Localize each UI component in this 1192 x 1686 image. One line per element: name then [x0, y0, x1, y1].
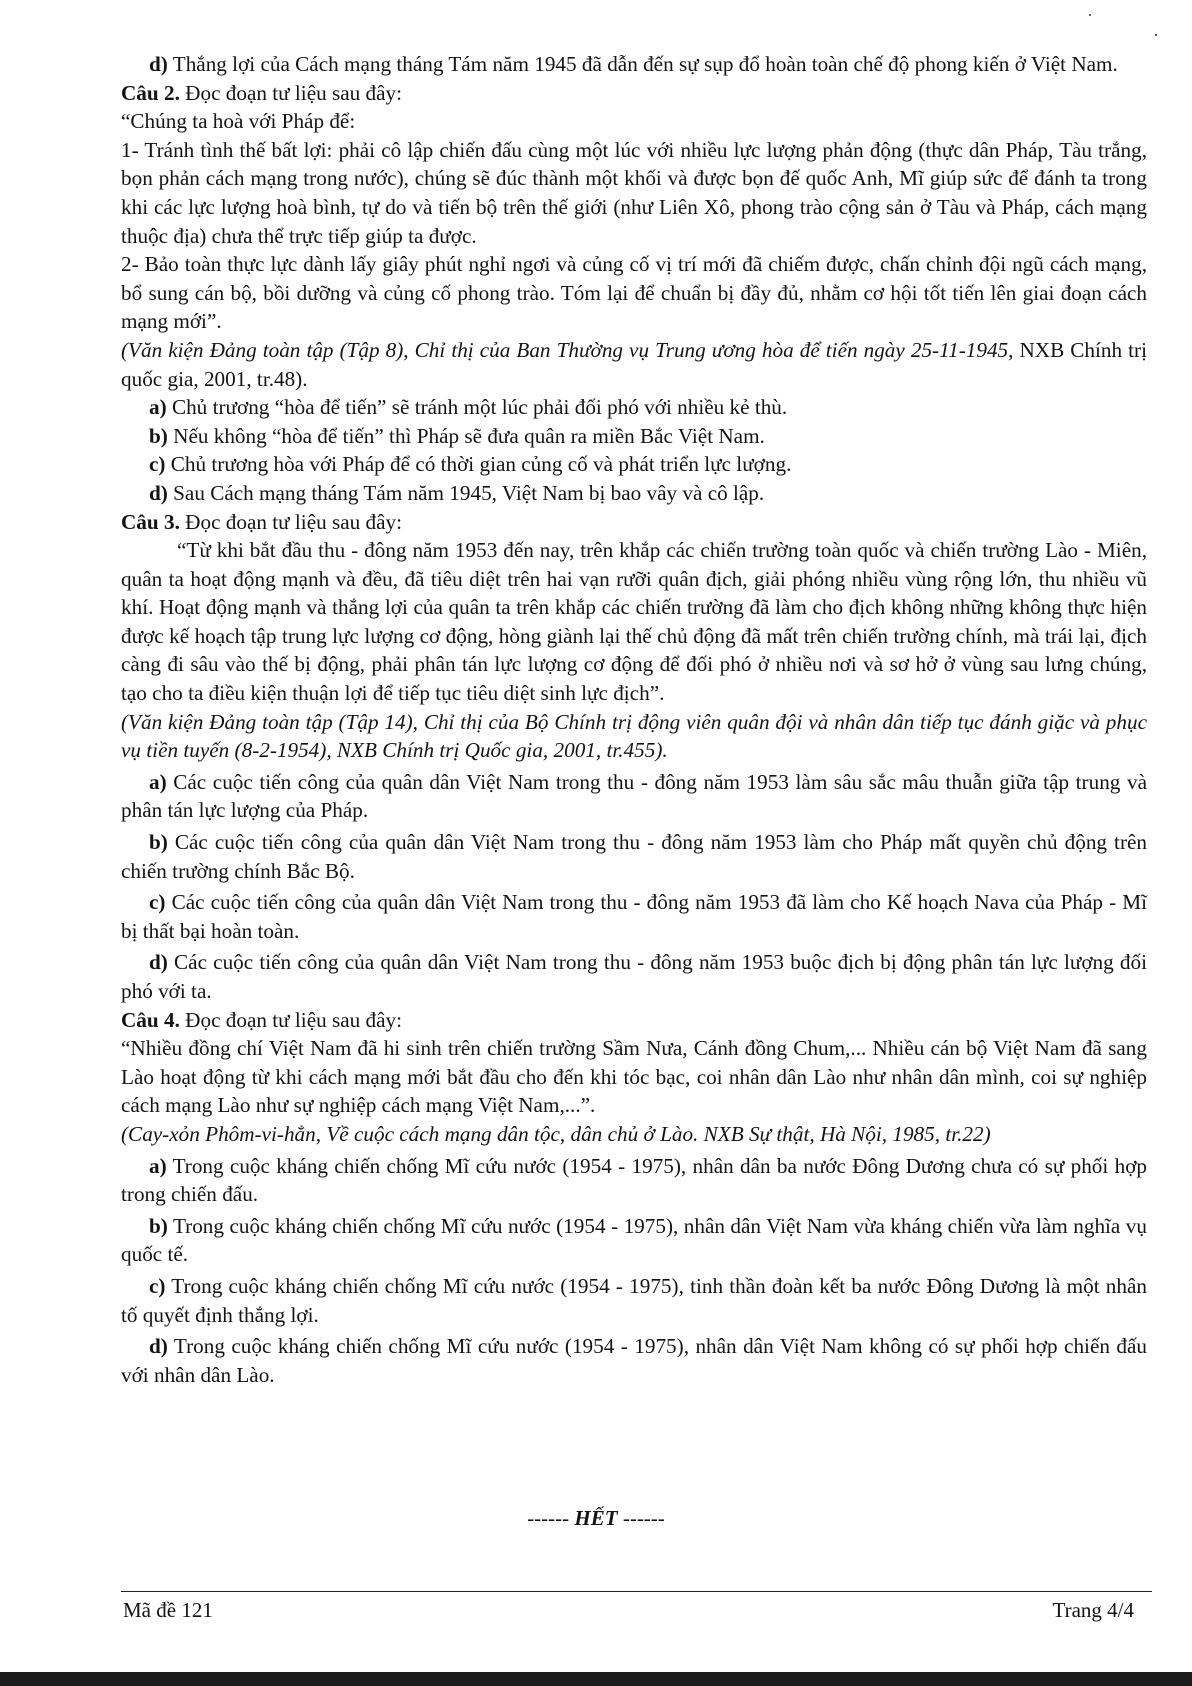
citation-italic: (Văn kiện Đảng toàn tập (Tập 8), Chỉ thị của Ban Thường vụ Trung ương hòa để tiến ngày 25-11-1945	[121, 337, 1009, 362]
option-text: Chủ trương hòa với Pháp để có thời gian củng cố và phát triển lực lượng.	[165, 452, 792, 477]
option-text: Trong cuộc kháng chiến chống Mĩ cứu nước (1954 - 1975), nhân dân Việt Nam vừa kháng chiến vừa làm nghĩa vụ quốc tế.	[121, 1213, 1147, 1267]
q3-option-c	[121, 888, 1147, 945]
q4-option-a	[121, 1152, 1147, 1209]
option-text: Các cuộc tiến công của quân dân Việt Nam trong thu - đông năm 1953 buộc địch bị động phân tán lực lượng đối phó với ta.	[121, 950, 1147, 1003]
q1-option-d	[121, 50, 1147, 79]
question-number: Câu 3.	[121, 509, 180, 534]
end-marker	[0, 1506, 1192, 1531]
option-text: Chủ trương “hòa để tiến” sẽ tránh một lúc phải đối phó với nhiều kẻ thù.	[166, 395, 788, 420]
option-text: Trong cuộc kháng chiến chống Mĩ cứu nước (1954 - 1975), tinh thần đoàn kết ba nước Đông Dương là một nhân tố quyết định thắng lợi.	[121, 1273, 1147, 1327]
end-dashes-left: ------	[527, 1506, 575, 1530]
question-intro: Đọc đoạn tư liệu sau đây:	[179, 509, 403, 534]
option-label: b)	[149, 1213, 168, 1238]
footer-divider	[121, 1591, 1152, 1592]
page-number: Trang 4/4	[1052, 1598, 1134, 1622]
option-label: c)	[149, 1273, 166, 1298]
scan-speck	[1155, 34, 1157, 36]
q2-option-d	[121, 479, 1147, 508]
option-label: c)	[149, 452, 166, 477]
q3-option-b	[121, 828, 1147, 885]
end-dashes-right: ------	[617, 1506, 665, 1530]
q3-heading	[121, 508, 1147, 537]
q3-quote: “Từ khi bắt đầu thu - đông năm 1953 đến nay, trên khắp các chiến trường toàn quốc và chiến trường Lào - Miên, quân ta hoạt động mạnh và đều, đã tiêu diệt trên hai vạn rưỡi quân địch, giải phóng nhiều vùng rộng lớn, thu nhiều vũ khí. Hoạt động mạnh và thắng lợi của quân ta trên khắp các chiến trường đã làm cho địch không những không thực hiện được kế hoạch tập trung lực lượng cơ động, hòng giành lại thế chủ động đã mất trên chiến trường chính, mà trái lại, địch càng đi sâu vào thế bị động, phải phân tán lực lượng cơ động để đối phó ở nhiều nơi và sơ hở ở vùng sau lưng chúng, tạo cho ta điều kiện thuận lợi để tiếp tục tiêu diệt sinh lực địch”.	[121, 538, 1147, 706]
q4-option-d	[121, 1332, 1147, 1389]
option-text: Sau Cách mạng tháng Tám năm 1945, Việt Nam bị bao vây và cô lập.	[167, 480, 765, 505]
option-label: b)	[149, 830, 168, 855]
option-label: c)	[149, 890, 166, 915]
question-number: Câu 2.	[121, 80, 180, 105]
option-text: Các cuộc tiến công của quân dân Việt Nam trong thu - đông năm 1953 làm cho Pháp mất quyền chủ động trên chiến trường chính Bắc Bộ.	[121, 830, 1147, 883]
option-label: d)	[149, 480, 168, 505]
q2-point-2: 2- Bảo toàn thực lực dành lấy giây phút nghỉ ngơi và củng cố vị trí mới đã chiếm được, chấn chỉnh đội ngũ cách mạng, bổ sung cán bộ, bồi dưỡng và củng cố phong trào. Tóm lại để chuẩn bị đầy đủ, nhằm cơ hội tốt tiến lên giai đoạn cách mạng mới”.	[121, 252, 1147, 334]
q2-option-b	[121, 422, 1147, 451]
q2-option-a	[121, 393, 1147, 422]
q4-option-c	[121, 1272, 1147, 1329]
q4-quote: “Nhiều đồng chí Việt Nam đã hi sinh trên chiến trường Sầm Nưa, Cánh đồng Chum,... Nhiều cán bộ Việt Nam đã sang Lào hoạt động từ khi cách mạng mới bắt đầu cho đến khi tóc bạc, coi nhân dân Lào như nhân dân mình, coi sự nghiệp cách mạng Lào như sự nghiệp cách mạng Việt Nam,...”.	[121, 1036, 1147, 1118]
option-text: Các cuộc tiến công của quân dân Việt Nam trong thu - đông năm 1953 làm sâu sắc mâu thuẫn giữa tập trung và phân tán lực lượng của Pháp.	[121, 769, 1147, 823]
end-word: HẾT	[574, 1506, 618, 1530]
q4-heading	[121, 1006, 1147, 1035]
q4-option-b	[121, 1212, 1147, 1269]
q2-heading	[121, 79, 1147, 108]
option-label: b)	[149, 423, 168, 448]
option-label: d)	[149, 950, 168, 975]
q4-citation: (Cay-xỏn Phôm-vi-hẳn, Về cuộc cách mạng dân tộc, dân chủ ở Lào. NXB Sự thật, Hà Nội, 1985, tr.22)	[121, 1121, 991, 1146]
q3-option-d	[121, 948, 1147, 1005]
option-label: d)	[149, 52, 168, 76]
option-label: a)	[149, 769, 167, 794]
option-text: Trong cuộc kháng chiến chống Mĩ cứu nước (1954 - 1975), nhân dân ba nước Đông Dương chưa có sự phối hợp trong chiến đấu.	[121, 1153, 1147, 1207]
q3-option-a	[121, 768, 1147, 825]
option-label: d)	[149, 1334, 168, 1359]
q2-point-1: 1- Tránh tình thế bất lợi: phải cô lập chiến đấu cùng một lúc với nhiều lực lượng phản động (thực dân Pháp, Tàu trắng, bọn phản cách mạng trong nước), chúng sẽ đúc thành một khối và được bọn đế quốc Anh, Mĩ giúp sức để đánh ta trong khi các lực lượng hoà bình, tự do và tiến bộ trên thế giới (như Liên Xô, phong trào cộng sản ở Tàu và Pháp, cách mạng thuộc địa) chưa thể trực tiếp giúp ta được.	[121, 137, 1147, 248]
option-text: Các cuộc tiến công của quân dân Việt Nam trong thu - đông năm 1953 đã làm cho Kế hoạch Nava của Pháp - Mĩ bị thất bại hoàn toàn.	[121, 890, 1147, 943]
exam-code: Mã đề 121	[123, 1598, 213, 1622]
scan-speck	[1089, 14, 1091, 16]
question-intro: Đọc đoạn tư liệu sau đây:	[179, 1007, 403, 1032]
option-text: Nếu không “hòa để tiến” thì Pháp sẽ đưa quân ra miền Bắc Việt Nam.	[167, 423, 765, 448]
question-intro: Đọc đoạn tư liệu sau đây:	[179, 80, 403, 105]
q2-quote-open: “Chúng ta hoà với Pháp để:	[121, 109, 356, 134]
option-text: Trong cuộc kháng chiến chống Mĩ cứu nước (1954 - 1975), nhân dân Việt Nam không có sự phối hợp chiến đấu với nhân dân Lào.	[121, 1334, 1147, 1387]
exam-page	[121, 50, 1147, 1389]
scan-edge	[0, 1672, 1192, 1686]
q2-citation	[121, 336, 1147, 393]
q3-citation: (Văn kiện Đảng toàn tập (Tập 14), Chỉ thị của Bộ Chính trị động viên quân đội và nhân dân tiếp tục đánh giặc và phục vụ tiền tuyến (8-2-1954), NXB Chính trị Quốc gia, 2001, tr.455).	[121, 709, 1147, 763]
option-text: Thắng lợi của Cách mạng tháng Tám năm 1945 đã dẫn đến sự sụp đổ hoàn toàn chế độ phong kiến ở Việt Nam.	[167, 52, 1118, 76]
citation-rest: , NXB Chính trị quốc gia, 2001, tr.48).	[121, 337, 1147, 391]
option-label: a)	[149, 1153, 167, 1178]
option-label: a)	[149, 395, 167, 420]
question-number: Câu 4.	[121, 1007, 180, 1032]
q2-option-c	[121, 450, 1147, 479]
